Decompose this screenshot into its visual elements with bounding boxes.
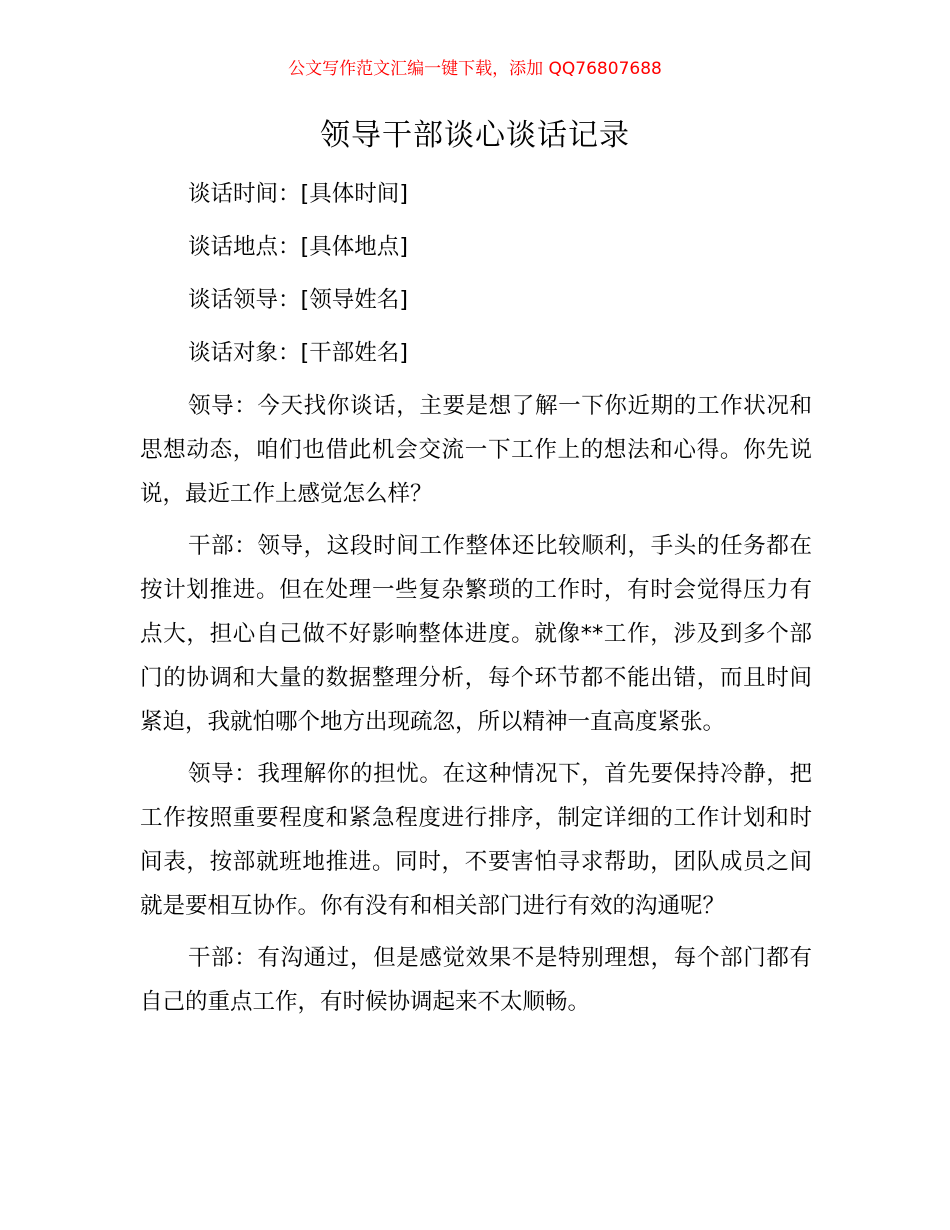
promo-text: 公文写作范文汇编一键下载，添加 QQ76807688 [288, 59, 662, 79]
dialogue-paragraph [140, 524, 812, 744]
dialogue-text: 今天找你谈话，主要是想了解一下你近期的工作状况和思想动态，咱们也借此机会交流一下工作上的想法和心得。你先说说，最近工作上感觉怎么样？ [140, 393, 812, 507]
speaker-label: 干部： [188, 945, 258, 971]
speaker-label: 干部： [188, 533, 258, 559]
meta-leader [140, 274, 812, 327]
dialogue-text: 我理解你的担忧。在这种情况下，首先要保持冷静，把工作按照重要程度和紧急程度进行排序，制定详细的工作计划和时间表，按部就班地推进。同时，不要害怕寻求帮助，团队成员之间就是要相互协作。你有没有和相关部门进行有效的沟通呢？ [140, 761, 812, 919]
meta-label: 谈话对象： [188, 340, 301, 366]
dialogue-text: 有沟通过，但是感觉效果不是特别理想，每个部门都有自己的重点工作，有时候协调起来不太顺畅。 [140, 945, 812, 1015]
dialogue-paragraph [140, 936, 812, 1024]
meta-location [140, 221, 812, 274]
document-title [0, 116, 950, 156]
promo-header [0, 57, 950, 81]
meta-value: [具体时间] [300, 181, 409, 207]
speaker-label: 领导： [188, 393, 258, 419]
meta-label: 谈话地点： [188, 234, 301, 260]
meta-label: 谈话时间： [188, 181, 301, 207]
meta-time [140, 168, 812, 221]
meta-label: 谈话领导： [188, 287, 301, 313]
document-body [140, 168, 812, 1032]
title-text: 领导干部谈心谈话记录 [320, 118, 630, 153]
dialogue-paragraph [140, 384, 812, 516]
meta-value: [领导姓名] [300, 287, 409, 313]
dialogue-paragraph [140, 752, 812, 928]
dialogue-text: 领导，这段时间工作整体还比较顺利，手头的任务都在按计划推进。但在处理一些复杂繁琐的工作时，有时会觉得压力有点大，担心自己做不好影响整体进度。就像**工作，涉及到多个部门的协调和大量的数据整理分析，每个环节都不能出错，而且时间紧迫，我就怕哪个地方出现疏忽，所以精神一直高度紧张。 [140, 533, 812, 735]
speaker-label: 领导： [188, 761, 258, 787]
meta-value: [具体地点] [300, 234, 409, 260]
meta-value: [干部姓名] [300, 340, 409, 366]
meta-subject [140, 327, 812, 380]
